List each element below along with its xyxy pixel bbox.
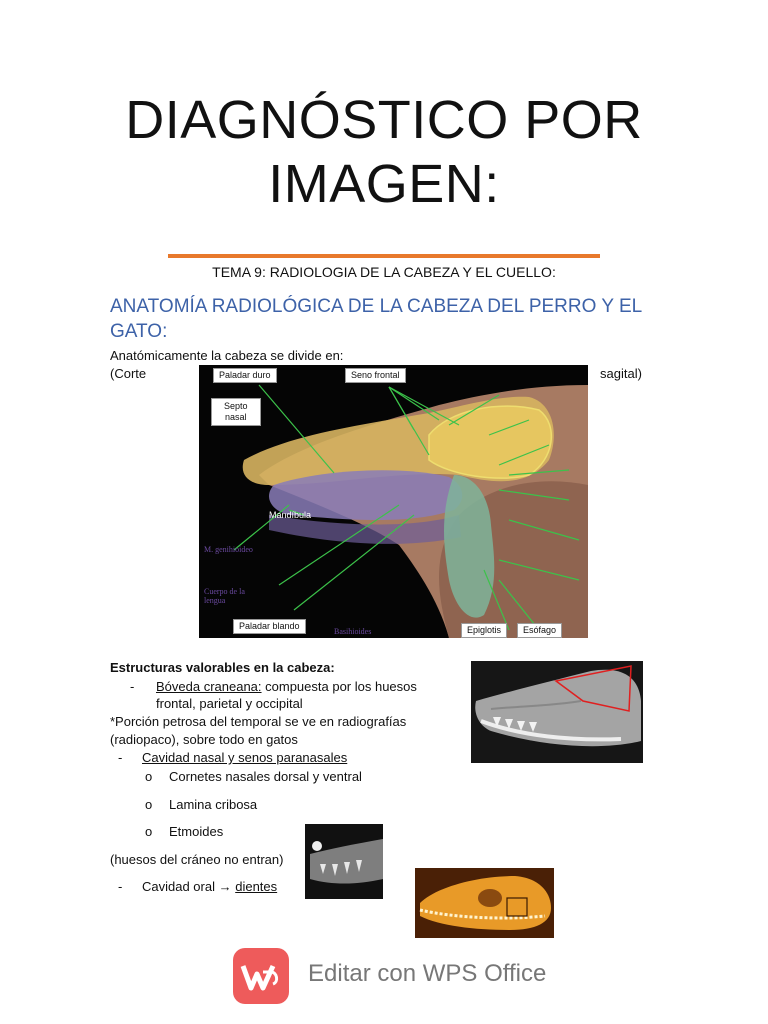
- skull-radiograph: [471, 661, 643, 763]
- jaw-radiograph: [305, 824, 383, 899]
- label-basihioides: Basihioides: [334, 627, 372, 636]
- sagittal-section-figure: [199, 365, 588, 638]
- label-paladar-blando: Paladar blando: [233, 619, 306, 634]
- porcion-text-1: *Porción petrosa del temporal se ve en radiografías: [110, 714, 407, 729]
- dash-bullet: -: [118, 750, 123, 765]
- corte-left-text: (Corte: [110, 366, 147, 381]
- circle-bullet: o: [145, 824, 153, 839]
- boveda-label: Bóveda craneana:: [156, 679, 262, 694]
- label-seno-frontal: Seno frontal: [345, 368, 406, 383]
- circle-bullet: o: [145, 797, 153, 812]
- sub-item-cornetes: Cornetes nasales dorsal y ventral: [169, 769, 362, 784]
- circle-bullet: o: [145, 769, 153, 784]
- title-line-2: IMAGEN:: [268, 154, 500, 214]
- sub-item-lamina: Lamina cribosa: [169, 797, 258, 812]
- cavidad-oral-item: Cavidad oral → dientes: [142, 879, 278, 894]
- label-cuerpo-lengua: Cuerpo de la lengua: [204, 587, 245, 605]
- section-heading: ANATOMÍA RADIOLÓGICA DE LA CABEZA DEL PERRO Y EL GATO:: [110, 296, 642, 342]
- label-m-genihioideo: M. genihioideo: [204, 545, 253, 554]
- porcion-text-2: (radiopaco), sobre todo en gatos: [110, 732, 298, 747]
- wps-logo-icon[interactable]: [233, 948, 289, 1004]
- intro-text: Anatómicamente la cabeza se divide en:: [110, 348, 344, 363]
- label-paladar-duro: Paladar duro: [213, 368, 277, 383]
- wps-w-icon: [233, 948, 289, 1004]
- label-epiglotis: Epiglotis: [461, 623, 507, 638]
- skull-photo: [415, 868, 554, 938]
- jaw-radiograph-illustration: [305, 824, 383, 899]
- label-septo-nasal: Septo nasal: [211, 398, 261, 426]
- skull-photo-illustration: [415, 868, 554, 938]
- dash-bullet: -: [130, 679, 135, 694]
- sub-item-etmoides: Etmoides: [169, 824, 224, 839]
- title-line-1: DIAGNÓSTICO POR: [125, 90, 643, 150]
- cavidad-nasal-item: Cavidad nasal y senos paranasales: [142, 750, 348, 765]
- dash-bullet: -: [118, 879, 123, 894]
- title-divider: [168, 254, 600, 258]
- dientes-link: dientes: [235, 879, 278, 894]
- radiograph-illustration: [471, 661, 643, 763]
- corte-right-text: sagital): [600, 366, 642, 381]
- wps-edit-link[interactable]: Editar con WPS Office: [308, 960, 547, 987]
- boveda-item: [156, 678, 417, 695]
- boveda-text-2: frontal, parietal y occipital: [156, 696, 303, 711]
- document-title: [0, 88, 768, 216]
- label-esofago: Esófago: [517, 623, 562, 638]
- boveda-text: compuesta por los huesos: [261, 679, 417, 694]
- label-mandibula: Mandíbula: [269, 510, 312, 520]
- structures-heading: Estructuras valorables en la cabeza:: [110, 660, 335, 675]
- huesos-note: (huesos del cráneo no entran): [110, 852, 284, 867]
- topic-subtitle: TEMA 9: RADIOLOGIA DE LA CABEZA Y EL CUELLO:: [212, 264, 556, 280]
